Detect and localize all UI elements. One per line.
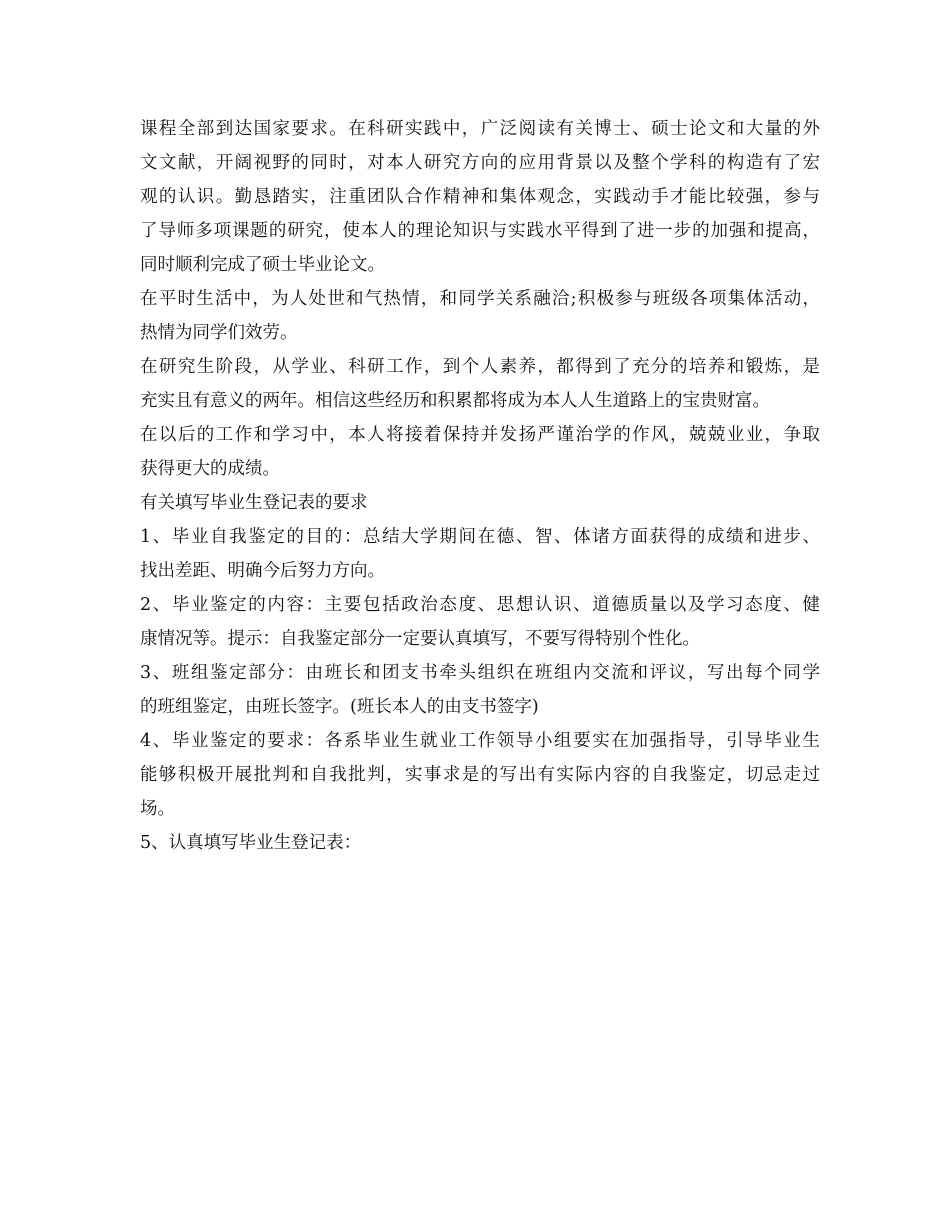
list-item-5: [140, 826, 820, 860]
text-line: 文文献，开阔视野的同时，对本人研究方向的应用背景以及整个学科的构造有了宏: [140, 153, 820, 173]
paragraph-daily-life: [140, 282, 820, 350]
text-line: 找出差距、明确今后努力方向。: [140, 561, 385, 581]
paragraph-research: [140, 112, 820, 282]
document-body: [140, 112, 820, 860]
text-line: 2、毕业鉴定的内容：主要包括政治态度、思想认识、道德质量以及学习态度、健: [140, 595, 820, 615]
list-item-4: [140, 724, 820, 826]
text-line: 观的认识。勤恳踏实，注重团队合作精神和集体观念，实践动手才能比较强，参与: [140, 187, 820, 207]
text-line: 5、认真填写毕业生登记表：: [140, 833, 362, 853]
text-line: 1、毕业自我鉴定的目的：总结大学期间在德、智、体诸方面获得的成绩和进步、: [140, 527, 820, 547]
text-line: 在平时生活中，为人处世和气热情，和同学关系融洽;积极参与班级各项集体活动，: [140, 289, 820, 309]
list-item-3: [140, 656, 820, 724]
section-heading: [140, 486, 820, 520]
text-line: 康情况等。提示：自我鉴定部分一定要认真填写，不要写得特别个性化。: [140, 629, 700, 649]
text-line: 3、班组鉴定部分：由班长和团支书牵头组织在班组内交流和评议，写出每个同学: [140, 663, 820, 683]
section-title: 有关填写毕业生登记表的要求: [140, 493, 368, 513]
list-item-2: [140, 588, 820, 656]
text-line: 的班组鉴定，由班长签字。(班长本人的由支书签字): [140, 697, 539, 717]
text-line: 获得更大的成绩。: [140, 459, 280, 479]
text-line: 课程全部到达国家要求。在科研实践中，广泛阅读有关博士、硕士论文和大量的外: [140, 119, 820, 139]
text-line: 4、毕业鉴定的要求：各系毕业生就业工作领导小组要实在加强指导，引导毕业生: [140, 731, 820, 751]
paragraph-graduate-stage: [140, 350, 820, 418]
text-line: 了导师多项课题的研究，使本人的理论知识与实践水平得到了进一步的加强和提高，: [140, 221, 820, 241]
text-line: 能够积极开展批判和自我批判，实事求是的写出有实际内容的自我鉴定，切忌走过: [140, 765, 820, 785]
list-item-1: [140, 520, 820, 588]
text-line: 充实且有意义的两年。相信这些经历和积累都将成为本人人生道路上的宝贵财富。: [140, 391, 770, 411]
text-line: 场。: [140, 799, 175, 819]
text-line: 在以后的工作和学习中，本人将接着保持并发扬严谨治学的作风，兢兢业业，争取: [140, 425, 820, 445]
text-line: 在研究生阶段，从学业、科研工作，到个人素养，都得到了充分的培养和锻炼，是: [140, 357, 820, 377]
text-line: 同时顺利完成了硕士毕业论文。: [140, 255, 385, 275]
text-line: 热情为同学们效劳。: [140, 323, 298, 343]
paragraph-future: [140, 418, 820, 486]
